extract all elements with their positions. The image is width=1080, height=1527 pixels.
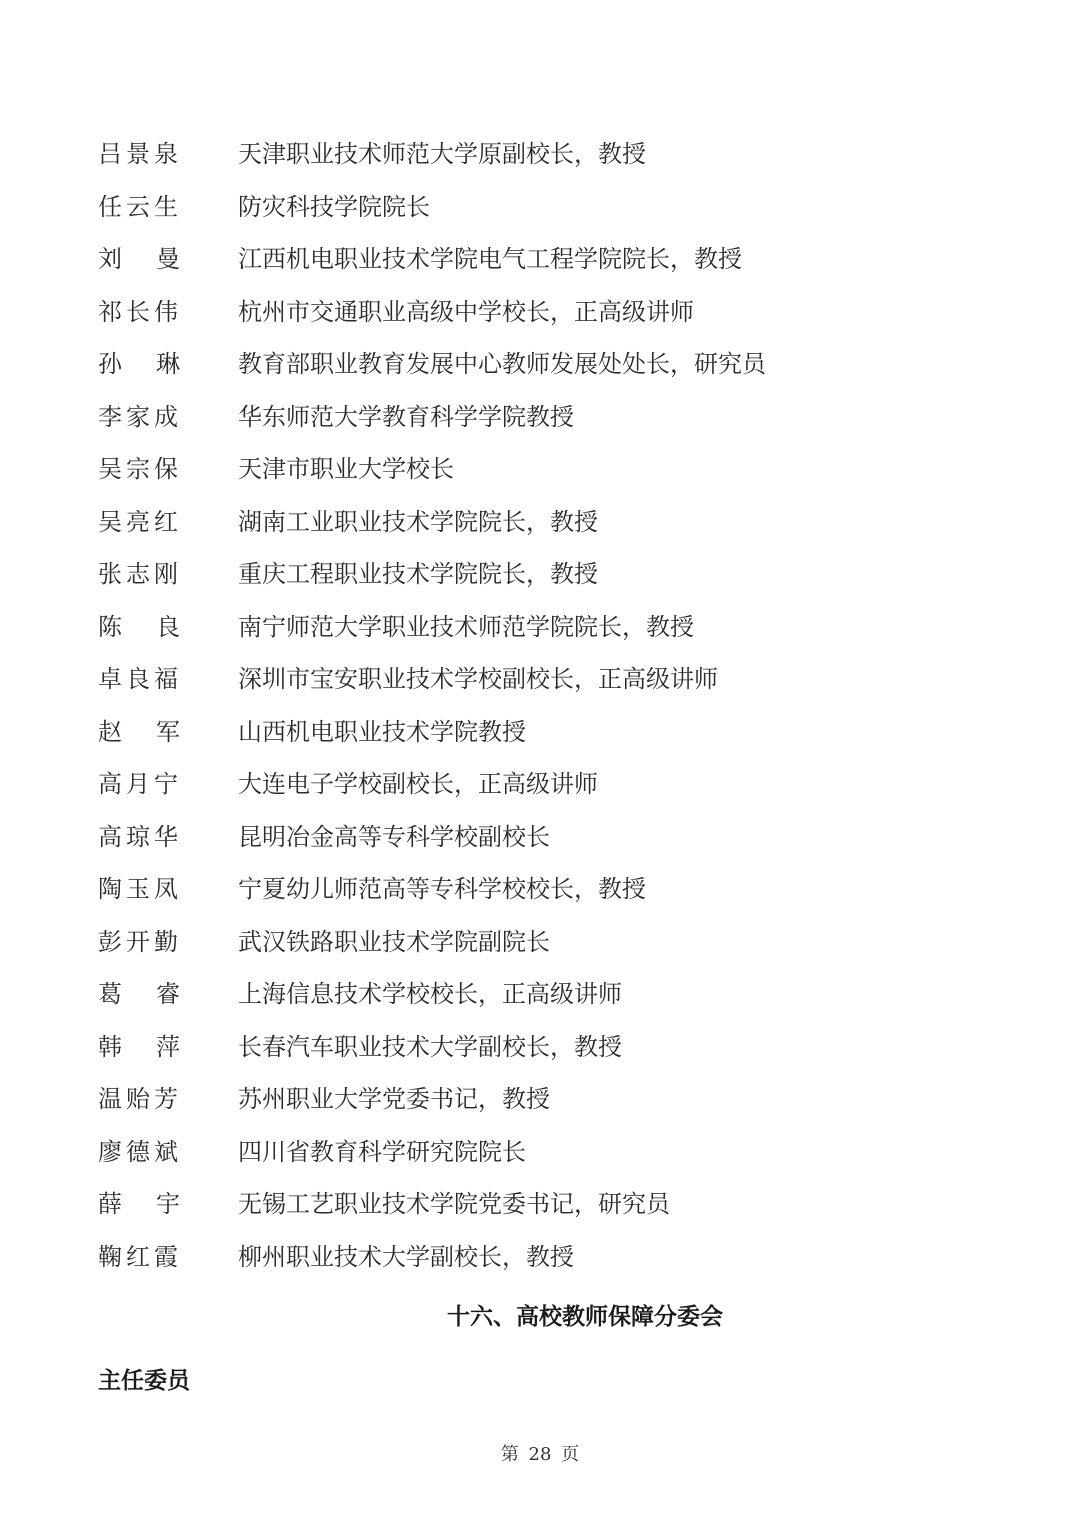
sub-heading-director: 主任委员 xyxy=(98,1368,190,1394)
member-title: 华东师范大学教育科学学院教授 xyxy=(238,402,574,431)
member-row xyxy=(98,338,998,391)
member-title: 天津职业技术师范大学原副校长，教授 xyxy=(238,140,646,169)
member-name: 葛 睿 xyxy=(98,980,180,1009)
member-name: 卓良福 xyxy=(98,665,182,694)
member-name: 彭开勤 xyxy=(98,927,182,956)
member-name: 任云生 xyxy=(98,192,182,221)
member-row xyxy=(98,391,998,444)
member-row xyxy=(98,811,998,864)
member-row xyxy=(98,233,998,286)
member-row xyxy=(98,758,998,811)
member-row xyxy=(98,548,998,601)
member-title: 柳州职业技术大学副校长，教授 xyxy=(238,1242,574,1271)
member-title: 教育部职业教育发展中心教师发展处处长，研究员 xyxy=(238,350,766,379)
member-title: 湖南工业职业技术学院院长，教授 xyxy=(238,507,598,536)
member-row xyxy=(98,1021,998,1074)
section-heading: 十六、高校教师保障分委会 xyxy=(447,1304,723,1330)
member-row xyxy=(98,863,998,916)
member-row xyxy=(98,1126,998,1179)
member-name: 温贻芳 xyxy=(98,1085,182,1114)
member-title: 重庆工程职业技术学院院长，教授 xyxy=(238,560,598,589)
member-title: 无锡工艺职业技术学院党委书记，研究员 xyxy=(238,1190,670,1219)
member-row xyxy=(98,1073,998,1126)
member-name: 陈 良 xyxy=(98,612,180,641)
member-row xyxy=(98,443,998,496)
member-row xyxy=(98,1178,998,1231)
member-name: 吴亮红 xyxy=(98,507,182,536)
member-name: 廖德斌 xyxy=(98,1137,182,1166)
member-row xyxy=(98,968,998,1021)
member-title: 苏州职业大学党委书记，教授 xyxy=(238,1085,550,1114)
member-row xyxy=(98,496,998,549)
member-row xyxy=(98,1231,998,1284)
member-title: 四川省教育科学研究院院长 xyxy=(238,1137,526,1166)
member-name: 鞠红霞 xyxy=(98,1242,182,1271)
member-title: 长春汽车职业技术大学副校长，教授 xyxy=(238,1032,622,1061)
member-row xyxy=(98,601,998,654)
member-title: 山西机电职业技术学院教授 xyxy=(238,717,526,746)
member-name: 陶玉凤 xyxy=(98,875,182,904)
member-row xyxy=(98,181,998,234)
member-name: 韩 萍 xyxy=(98,1032,180,1061)
member-title: 深圳市宝安职业技术学校副校长，正高级讲师 xyxy=(238,665,718,694)
page-number: 第 28 页 xyxy=(500,1444,580,1465)
member-title: 大连电子学校副校长，正高级讲师 xyxy=(238,770,598,799)
member-title: 宁夏幼儿师范高等专科学校校长，教授 xyxy=(238,875,646,904)
member-title: 上海信息技术学校校长，正高级讲师 xyxy=(238,980,622,1009)
member-title: 天津市职业大学校长 xyxy=(238,455,454,484)
member-name: 薛 宇 xyxy=(98,1190,180,1219)
member-list xyxy=(98,128,998,1283)
member-title: 杭州市交通职业高级中学校长，正高级讲师 xyxy=(238,297,694,326)
member-name: 刘 曼 xyxy=(98,245,180,274)
member-row xyxy=(98,706,998,759)
member-title: 江西机电职业技术学院电气工程学院院长，教授 xyxy=(238,245,742,274)
member-row xyxy=(98,128,998,181)
member-title: 昆明冶金高等专科学校副校长 xyxy=(238,822,550,851)
member-name: 孙 琳 xyxy=(98,350,180,379)
member-name: 祁长伟 xyxy=(98,297,182,326)
member-name: 张志刚 xyxy=(98,560,182,589)
member-row xyxy=(98,286,998,339)
member-name: 赵 军 xyxy=(98,717,180,746)
member-name: 吕景泉 xyxy=(98,140,182,169)
member-name: 高月宁 xyxy=(98,770,182,799)
member-row xyxy=(98,916,998,969)
member-title: 防灾科技学院院长 xyxy=(238,192,430,221)
member-name: 吴宗保 xyxy=(98,455,182,484)
member-name: 高琼华 xyxy=(98,822,182,851)
member-title: 南宁师范大学职业技术师范学院院长，教授 xyxy=(238,612,694,641)
member-row xyxy=(98,653,998,706)
member-title: 武汉铁路职业技术学院副院长 xyxy=(238,927,550,956)
member-name: 李家成 xyxy=(98,402,182,431)
